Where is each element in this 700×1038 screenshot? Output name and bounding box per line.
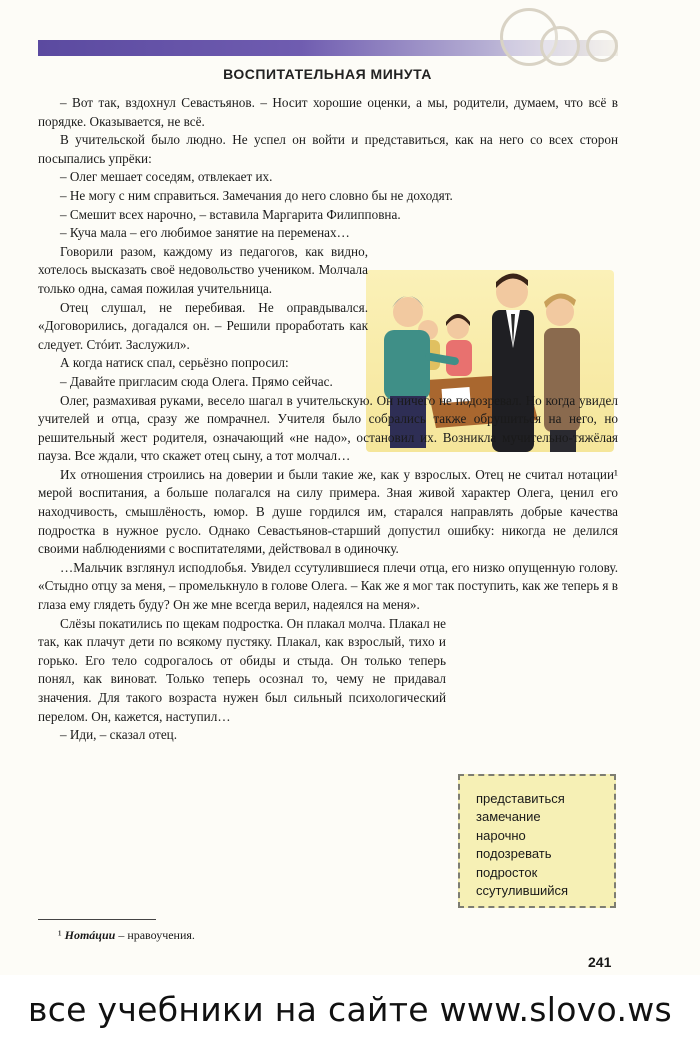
- paragraph: Их отношения строились на доверии и были такие же, как у взрослых. Отец не считал нотации¹ мерой воспитания, а больше полагался на силу примера. Зная живой характер Олега, ценил его находчивость, смышлёность, юмор. В душе гордился им, старался направлять добрые качества подростка в нужное русло. Однако Севастьянов-старший допустил ошибку: никогда не делился своими наблюдениями с воспитателями, действовал в одиночку.: [38, 466, 618, 557]
- vocabulary-word: подросток: [476, 864, 538, 880]
- paragraph: Слёзы покатились по щекам подростка. Он плакал молча. Плакал не так, как плачут дети по всякому пустяку. Плакал, как взрослый, тихо и горько. Его тело содрогалось от обиды и стыда. Он только теперь понял, как виноват. Только теперь осознал то, чему не придавал значения. Для такого возраста нужен был сильный психологический перелом. Он, кажется, наступил…: [38, 615, 446, 724]
- header-decor-circle: [586, 30, 618, 62]
- paragraph: Говорили разом, каждому из педагогов, как видно, хотелось высказать своё недовольство учеником. Молчала только одна, самая пожилая учительница.: [38, 243, 368, 296]
- dialogue-line: – Не могу с ним справиться. Замечания до него словно бы не доходят.: [60, 187, 453, 203]
- vocabulary-word: замечание: [476, 809, 541, 825]
- dialogue-line: – Олег мешает соседям, отвлекает их.: [60, 169, 273, 185]
- dialogue-line: – Смешит всех нарочно, – вставила Маргарита Филипповна.: [60, 206, 401, 222]
- footnote-definition: – нравоучения.: [115, 928, 195, 942]
- footnote-divider: [38, 919, 156, 920]
- paragraph: В учительской было людно. Не успел он войти и представиться, как на него со всех сторон посыпались упрёки:: [38, 132, 618, 166]
- header-decor-circle: [540, 26, 580, 66]
- dialogue-line: – Иди, – сказал отец.: [60, 727, 178, 743]
- paragraph: А когда натиск спал, серьёзно попросил:: [60, 355, 289, 371]
- paragraph: – Вот так, вздохнул Севастьянов. – Носит хорошие оценки, а мы, родители, думаем, что всё в порядке. Оказывается, не всё.: [38, 95, 618, 129]
- paragraph: Отец слушал, не перебивая. Не оправдывался. «Договорились, догадался он. – Решили проработать как следует. Стóит. Заслужил».: [38, 299, 368, 352]
- vocabulary-word: представиться: [476, 791, 565, 806]
- vocabulary-word: ссутулившийся: [476, 883, 569, 899]
- vocabulary-word: нарочно: [476, 827, 526, 843]
- dialogue-line: – Давайте пригласим сюда Олега. Прямо сейчас.: [60, 373, 333, 389]
- vocabulary-word: подозревать: [476, 846, 552, 862]
- dialogue-line: – Куча мала – его любимое занятие на переменах…: [60, 225, 350, 241]
- site-banner: все учебники на сайте www.slovo.ws: [27, 990, 673, 1029]
- footnote-marker: ¹: [58, 928, 62, 942]
- page-number: 241: [588, 954, 612, 970]
- vocabulary-box: [458, 774, 616, 908]
- paragraph: Олег, размахивая руками, весело шагал в учительскую. Он ничего не подозревал. Но когда увидел учителей и отца, сразу же помрачнел. Учителя было собрались также обрушиться на него, но решительный жест родителя, означающий «не надо», остановил их. Возникла мучительно-тяжёлая пауза. Все ждали, что скажет отец сыну, а тот молчал…: [38, 392, 618, 464]
- footnote-term: Нотáции: [64, 928, 116, 942]
- section-title: ВОСПИТАТЕЛЬНАЯ МИНУТА: [223, 66, 432, 82]
- footnote: [58, 928, 195, 943]
- body-text: [38, 94, 618, 745]
- paragraph: …Мальчик взглянул исподлобья. Увидел ссутулившиеся плечи отца, его низко опущенную голову. «Стыдно отцу за меня, – промелькнуло в голове Олега. – Как же я мог так поступить, как же теперь я в глаза ему глядеть буду? Он же мне всегда верил, надеялся на меня».: [38, 559, 618, 613]
